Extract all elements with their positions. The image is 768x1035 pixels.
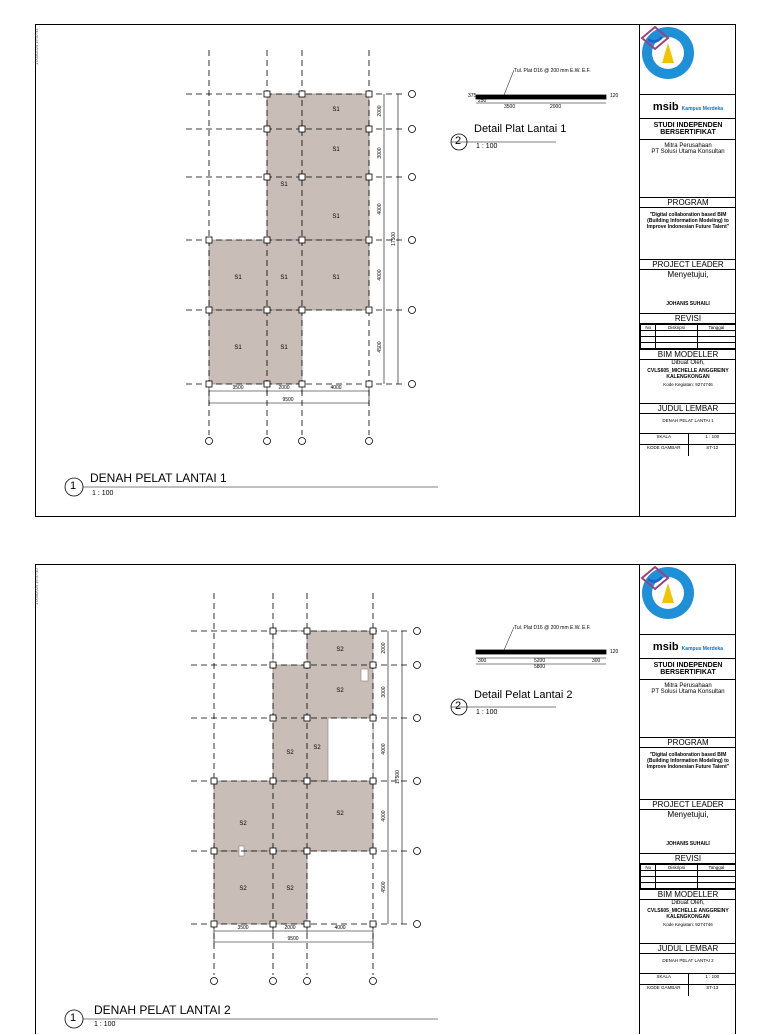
dim-label: 120 — [610, 649, 619, 655]
slab-tag: S1 — [234, 345, 242, 351]
detail-scale: 1 : 100 — [476, 709, 498, 716]
dim-label: 9500 — [287, 936, 299, 942]
program-name: STUDI INDEPENDEN BERSERTIFIKAT — [640, 119, 736, 140]
dim-label: 300 — [478, 658, 487, 664]
dim-label: 4000 — [330, 385, 342, 391]
dim-label: 3500 — [504, 104, 516, 110]
leader-name: JOHANIS SUHAILI — [666, 841, 710, 847]
dim-label: 3500 — [232, 385, 244, 391]
slab-tag: S1 — [332, 214, 340, 220]
slab-tag: S2 — [239, 886, 247, 892]
company-logo-icon — [640, 25, 670, 51]
dim-label: 4000 — [334, 925, 346, 931]
scale-row: SKALA 1 : 100 — [640, 434, 736, 445]
slab-tag: S1 — [280, 182, 288, 188]
slab-tag: S2 — [239, 821, 247, 827]
dim-label: 3000 — [381, 686, 387, 698]
slab-middle — [209, 240, 369, 310]
slab-tag: S1 — [280, 345, 288, 351]
slab-tag: S2 — [336, 647, 344, 653]
modeller-name: CVLS605_MICHELLE ANGGREINY KALENGKONGAN — [647, 908, 729, 920]
partner-name: PT Solusi Utama Konsultan — [651, 149, 725, 155]
dim-label: 4000 — [381, 743, 387, 755]
sheet-stamp: 17/03/2024 15:37:41 — [34, 28, 39, 65]
revision-heading: REVISI — [640, 854, 736, 864]
program-text: "Digital collaboration based BIM (Building Information Modeling) to Improve Indonesian Future Talent" — [640, 748, 736, 800]
modeller-heading: BIM MODELLER — [640, 350, 736, 360]
floor-plan-1 — [36, 25, 636, 518]
program-name: STUDI INDEPENDEN BERSERTIFIKAT — [640, 659, 736, 680]
modeller-block — [640, 900, 736, 944]
partner-label: Mitra Perusahaan — [664, 683, 712, 689]
plan-title: DENAH PELAT LANTAI 2 — [94, 1003, 231, 1017]
code-row: KODE GAMBAR ST-12 — [640, 445, 736, 456]
program-heading: PROGRAM — [640, 738, 736, 748]
approve-label: Menyetujui, — [667, 270, 709, 279]
drawing-sheet-2 — [35, 564, 736, 1034]
dim-label: 2000 — [381, 642, 387, 654]
drawing-sheet-1 — [35, 24, 736, 517]
plan-scale: 1 : 100 — [92, 490, 114, 497]
dim-label: 2000 — [550, 104, 562, 110]
dim-label: 4000 — [377, 203, 383, 215]
partner-block — [640, 140, 736, 198]
sheet-title: DENAH PELAT LANTAI 1 — [640, 414, 736, 434]
slab-tag: S2 — [286, 886, 294, 892]
dim-label: 2000 — [377, 105, 383, 117]
dim-label: 4500 — [381, 881, 387, 893]
detail-title: Detail Plat Lantai 1 — [474, 123, 567, 135]
msib-brand: msib Kampus Merdeka — [640, 635, 736, 659]
slab-section-detail — [476, 70, 606, 103]
approval-block — [640, 270, 736, 314]
dim-label: 5200 — [534, 658, 546, 664]
slab-panels — [209, 94, 369, 384]
detail-note: Tul. Plat D16 @ 200 mm E.W. E.F. — [514, 625, 591, 631]
floor-plan-2 — [36, 565, 636, 1035]
slab-lower — [209, 310, 302, 384]
sheet-heading: JUDUL LEMBAR — [640, 404, 736, 414]
slab-tag: S2 — [286, 750, 294, 756]
company-logo-icon — [640, 565, 670, 591]
title-block-2 — [639, 565, 736, 1034]
detail-title: Detail Pelat Lantai 2 — [474, 689, 573, 701]
activity-code: Kode Kegiatan: 9274746 — [663, 922, 713, 927]
slab-tag: S2 — [313, 745, 321, 751]
dim-label: 3500 — [237, 925, 249, 931]
sheet-stamp: 17/03/2024 15:37:40 — [34, 568, 39, 605]
made-by-label: Dibuat Oleh, — [671, 900, 705, 906]
detail-note: Tul. Plat D16 @ 200 mm E.W. E.F. — [514, 68, 591, 74]
program-heading: PROGRAM — [640, 198, 736, 208]
dim-label: 120 — [610, 93, 619, 99]
leader-name: JOHANIS SUHAILI — [666, 301, 710, 307]
msib-brand: msib Kampus Merdeka — [640, 95, 736, 119]
slab-tag: S1 — [280, 275, 288, 281]
revision-heading: REVISI — [640, 314, 736, 324]
slab-tag: S2 — [336, 811, 344, 817]
partner-block — [640, 680, 736, 738]
slab-middle — [214, 781, 373, 851]
sheet-title: DENAH PELAT LANTAI 2 — [640, 954, 736, 974]
dim-label: 9500 — [282, 397, 294, 403]
slab-tag: S1 — [234, 275, 242, 281]
revision-table: No Diskripsi Tanggal — [640, 864, 736, 890]
slab-tag: S1 — [332, 275, 340, 281]
dim-label: 375 — [468, 93, 477, 99]
code-row: KODE GAMBAR ST-13 — [640, 985, 736, 996]
detail-scale: 1 : 100 — [476, 143, 498, 150]
title-block-1 — [639, 25, 736, 516]
plan-number: 1 — [70, 480, 77, 492]
slab-tag: S1 — [332, 107, 340, 113]
detail-number: 2 — [455, 700, 462, 712]
program-text: "Digital collaboration based BIM (Building Information Modeling) to Improve Indonesian Future Talent" — [640, 208, 736, 260]
slab-upper — [267, 94, 369, 240]
dim-label: 17500 — [395, 770, 401, 784]
slab-tag: S2 — [336, 688, 344, 694]
partner-name: PT Solusi Utama Konsultan — [651, 689, 725, 695]
dim-label: 4000 — [381, 810, 387, 822]
revision-table: No Diskripsi Tanggal — [640, 324, 736, 350]
plan-number: 1 — [70, 1012, 77, 1024]
dim-label: 5800 — [534, 664, 546, 670]
activity-code: Kode Kegiatan: 9274746 — [663, 382, 713, 387]
plan-title: DENAH PELAT LANTAI 1 — [90, 471, 227, 485]
leader-heading: PROJECT LEADER — [640, 260, 736, 270]
sheet-heading: JUDUL LEMBAR — [640, 944, 736, 954]
partner-label: Mitra Perusahaan — [664, 143, 712, 149]
dim-label: 300 — [592, 658, 601, 664]
modeller-name: CVLS605_MICHELLE ANGGREINY KALENGKONGAN — [647, 368, 729, 380]
dim-label: 2000 — [284, 925, 296, 931]
approval-block — [640, 810, 736, 854]
dim-label: 3000 — [377, 147, 383, 159]
modeller-block — [640, 360, 736, 404]
slab-tag: S1 — [332, 147, 340, 153]
plan-scale: 1 : 100 — [94, 1021, 116, 1028]
dim-label: 4500 — [377, 341, 383, 353]
leader-heading: PROJECT LEADER — [640, 800, 736, 810]
detail-number: 2 — [455, 135, 462, 147]
made-by-label: Dibuat Oleh, — [671, 360, 705, 366]
modeller-heading: BIM MODELLER — [640, 890, 736, 900]
dim-label: 4000 — [377, 269, 383, 281]
dim-label: 17500 — [391, 232, 397, 246]
dim-label: 250 — [478, 98, 487, 104]
scale-row: SKALA 1 : 100 — [640, 974, 736, 985]
approve-label: Menyetujui, — [667, 810, 709, 819]
dim-label: 2000 — [278, 385, 290, 391]
